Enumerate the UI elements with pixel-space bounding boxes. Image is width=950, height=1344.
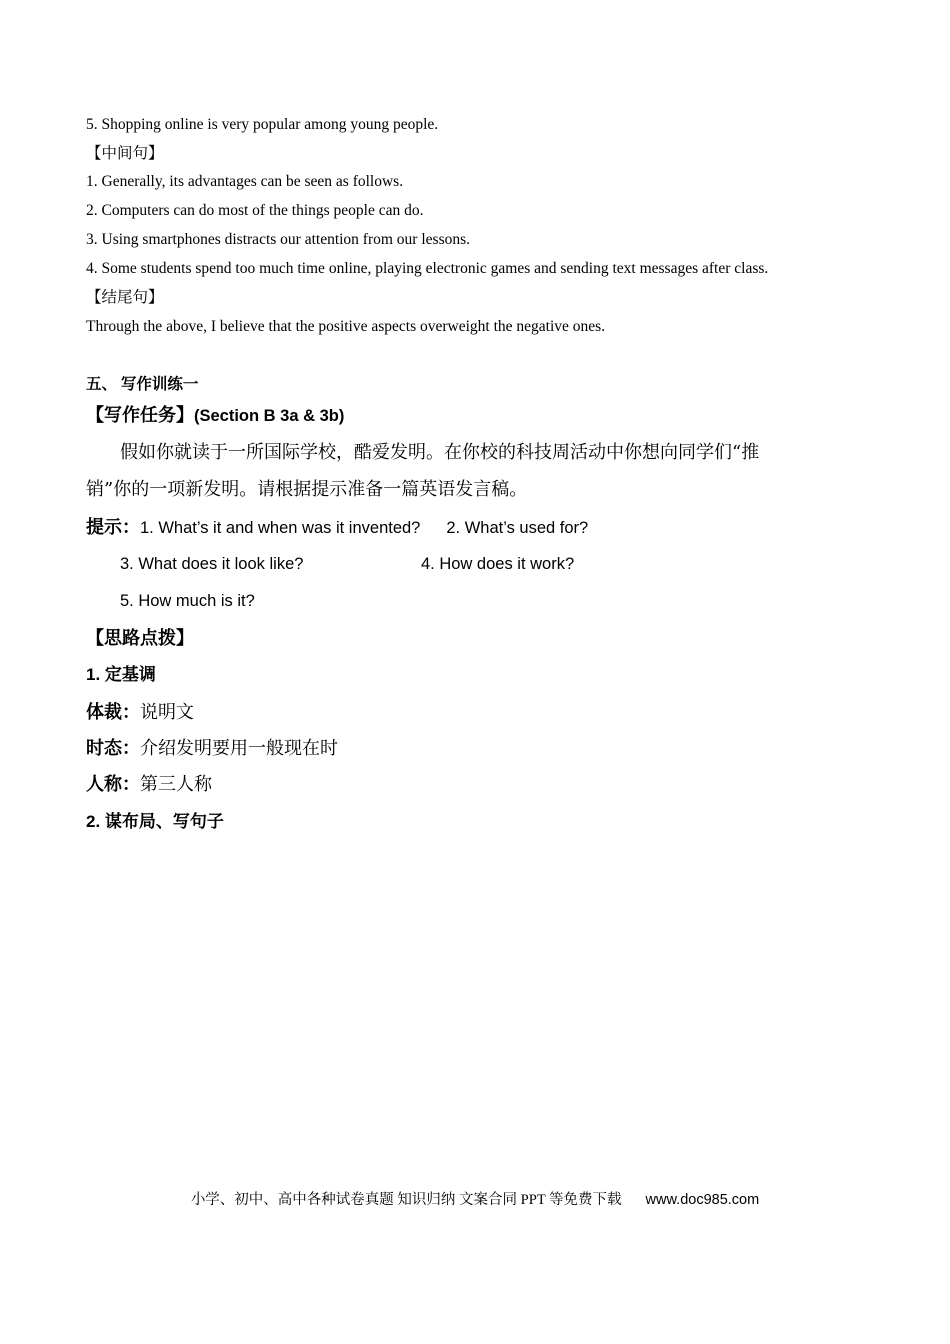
step-1: 1. 定基调 <box>86 665 156 684</box>
middle-sentence-4: 4. Some students spend too much time online, playing electronic games and sending text messages after class. <box>86 260 769 277</box>
page-footer <box>0 1188 950 1209</box>
hint-2: 2. What’s used for? <box>446 519 589 537</box>
tense-label: 时态： <box>86 738 140 759</box>
hints-row-1 <box>86 509 588 547</box>
genre-label: 体裁： <box>86 702 140 723</box>
middle-sentence-3: 3. Using smartphones distracts our attention from our lessons. <box>86 231 471 248</box>
middle-sentence-1: 1. Generally, its advantages can be seen as follows. <box>86 173 404 190</box>
hints-label: 提示： <box>86 517 140 537</box>
task-heading <box>86 397 344 435</box>
tense-row <box>86 731 338 767</box>
opening-sentence-5: 5. Shopping online is very popular among young people. <box>86 116 439 133</box>
section-title: 五、 写作训练一 <box>86 376 199 393</box>
middle-heading: 【中间句】 <box>86 145 164 162</box>
hints-row-2 <box>120 546 303 583</box>
step-2: 2. 谋布局、写句子 <box>86 812 224 831</box>
ending-sentence: Through the above, I believe that the positive aspects overweight the negative ones. <box>86 318 606 335</box>
task-text-line1: 假如你就读于一所国际学校，酷爱发明。在你校的科技周活动中你想向同学们“推 <box>120 442 760 463</box>
hint-1: 1. What’s it and when was it invented? <box>140 519 421 537</box>
task-ref: (Section B 3a & 3b) <box>194 407 345 425</box>
ending-heading: 【结尾句】 <box>86 289 164 306</box>
genre-row <box>86 695 194 731</box>
guide-label: 【思路点拨】 <box>86 628 194 648</box>
genre-value: 说明文 <box>140 702 194 723</box>
person-value: 第三人称 <box>140 774 212 795</box>
hint-3: 3. What does it look like? <box>120 555 304 573</box>
task-label: 【写作任务】 <box>86 405 194 425</box>
footer-text: 小学、初中、高中各种试卷真题 知识归纳 文案合同 PPT 等免费下载 <box>190 1192 622 1208</box>
footer-url[interactable]: www.doc985.com <box>645 1192 760 1208</box>
person-label: 人称： <box>86 774 140 795</box>
person-row <box>86 767 212 803</box>
middle-sentence-2: 2. Computers can do most of the things people can do. <box>86 202 424 219</box>
hint-5: 5. How much is it? <box>120 592 255 610</box>
hint-4: 4. How does it work? <box>421 555 575 573</box>
task-text-line2: 销”你的一项新发明。请根据提示准备一篇英语发言稿。 <box>86 479 528 500</box>
tense-value: 介绍发明要用一般现在时 <box>140 738 338 759</box>
